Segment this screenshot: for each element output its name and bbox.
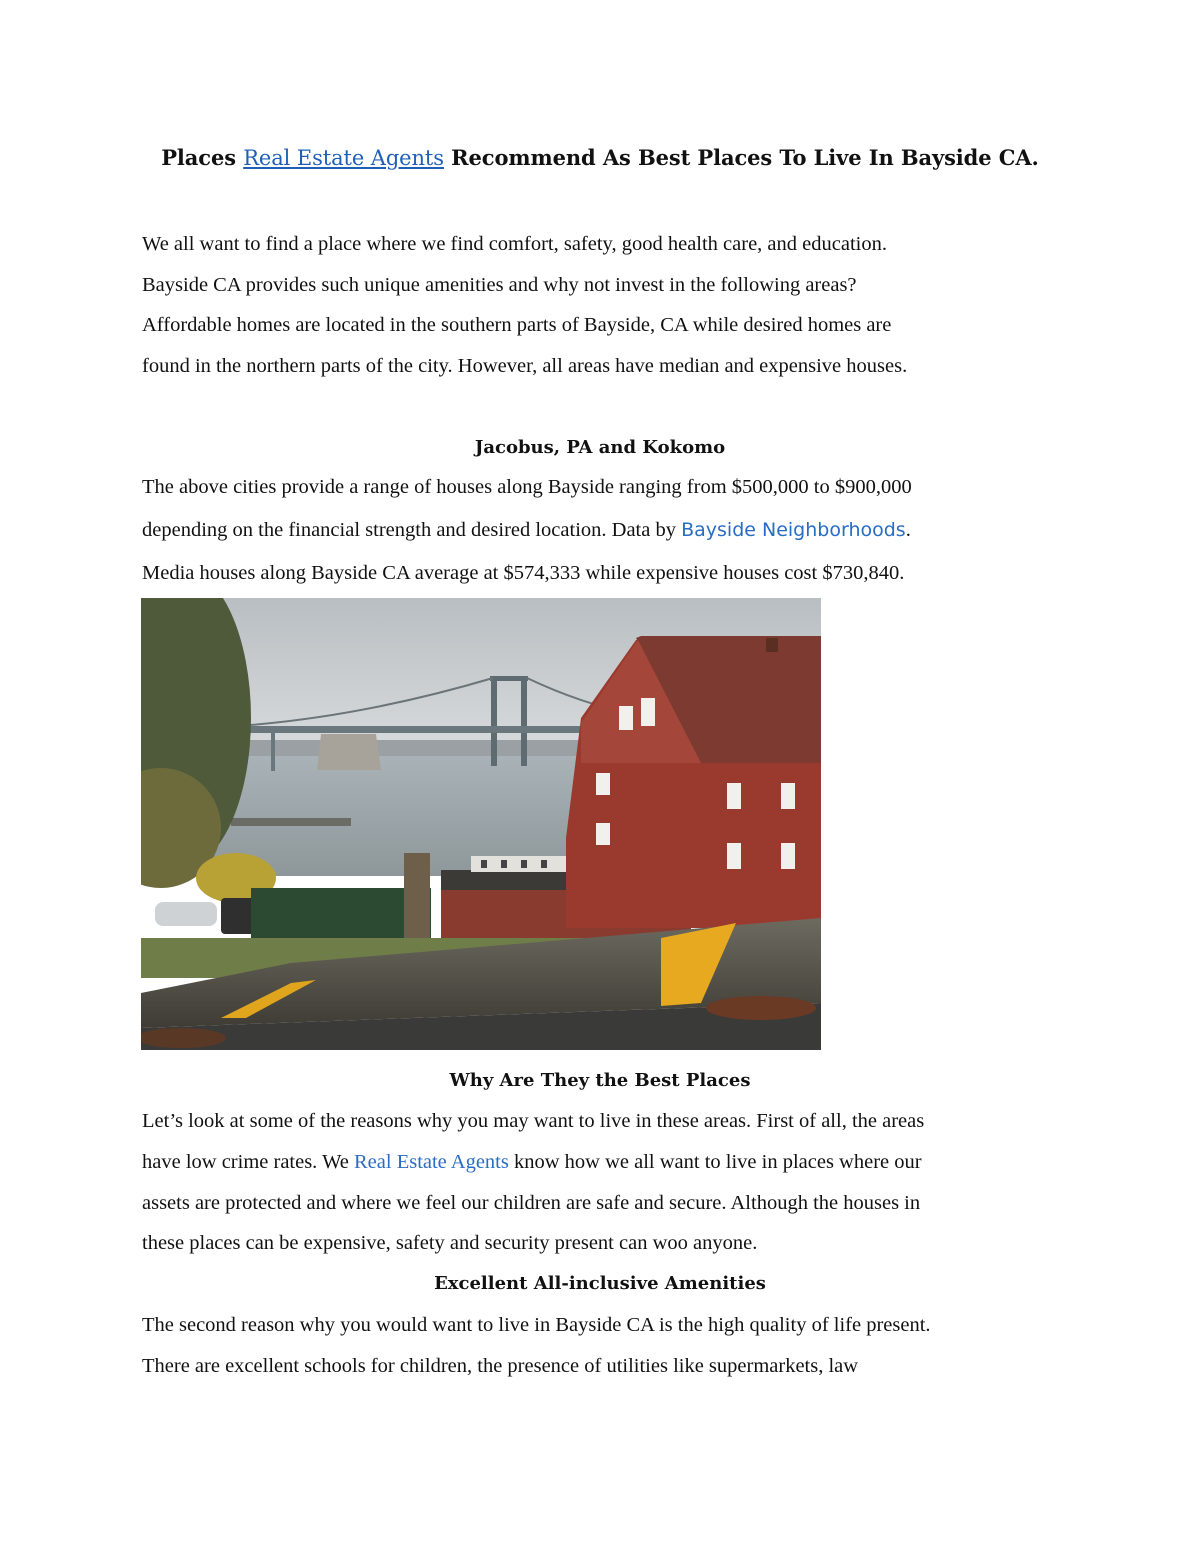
intro-line: Affordable homes are located in the southern parts of Bayside, CA while desired homes are — [142, 314, 892, 336]
section-heading-why-best: Why Are They the Best Places — [449, 1070, 751, 1091]
section-heading-jacobus: Jacobus, PA and Kokomo — [474, 437, 726, 458]
section3-paragraph — [142, 1305, 1062, 1387]
intro-line: Bayside CA provides such unique amenities and why not invest in the following areas? — [142, 273, 857, 296]
section2-line: have low crime rates. We Real Estate Agents know how we all want to live in places where our — [142, 1150, 922, 1173]
intro-line: found in the northern parts of the city. However, all areas have median and expensive houses. — [142, 354, 908, 377]
section1-line: The above cities provide a range of houses along Bayside ranging from $500,000 to $900,000 — [142, 476, 912, 498]
title-link-real-estate-agents[interactable]: Real Estate Agents — [243, 146, 444, 170]
section3-line: The second reason why you would want to live in Bayside CA is the high quality of life present. — [142, 1314, 931, 1336]
section2-line: Let’s look at some of the reasons why you may want to live in these areas. First of all, the areas — [142, 1110, 925, 1132]
document-title — [0, 138, 1200, 178]
section2-line: assets are protected and where we feel our children are safe and secure. Although the houses in — [142, 1191, 921, 1214]
section2-paragraph — [142, 1101, 1062, 1264]
section1-line: depending on the financial strength and desired location. Data by Bayside Neighborhoods. — [142, 519, 911, 541]
section2-line: these places can be expensive, safety and security present can woo anyone. — [142, 1232, 758, 1255]
section1-paragraph — [142, 466, 1062, 595]
section1-line: Media houses along Bayside CA average at $574,333 while expensive houses cost $730,840. — [142, 562, 905, 584]
section3-line: There are excellent schools for children, the presence of utilities like supermarkets, law — [142, 1355, 859, 1377]
intro-line: We all want to find a place where we find comfort, safety, good health care, and education. — [142, 233, 887, 255]
intro-paragraph — [142, 224, 1062, 386]
title-suffix: Recommend As Best Places To Live In Bayside CA. — [443, 145, 1039, 170]
section-heading-amenities: Excellent All-inclusive Amenities — [434, 1273, 766, 1294]
bayside-waterfront-image — [141, 598, 821, 1050]
title-prefix: Places — [161, 145, 244, 170]
link-bayside-neighborhoods[interactable]: Bayside Neighborhoods — [681, 519, 906, 541]
bayside-photo — [141, 598, 821, 1050]
link-real-estate-agents[interactable]: Real Estate Agents — [354, 1150, 509, 1173]
